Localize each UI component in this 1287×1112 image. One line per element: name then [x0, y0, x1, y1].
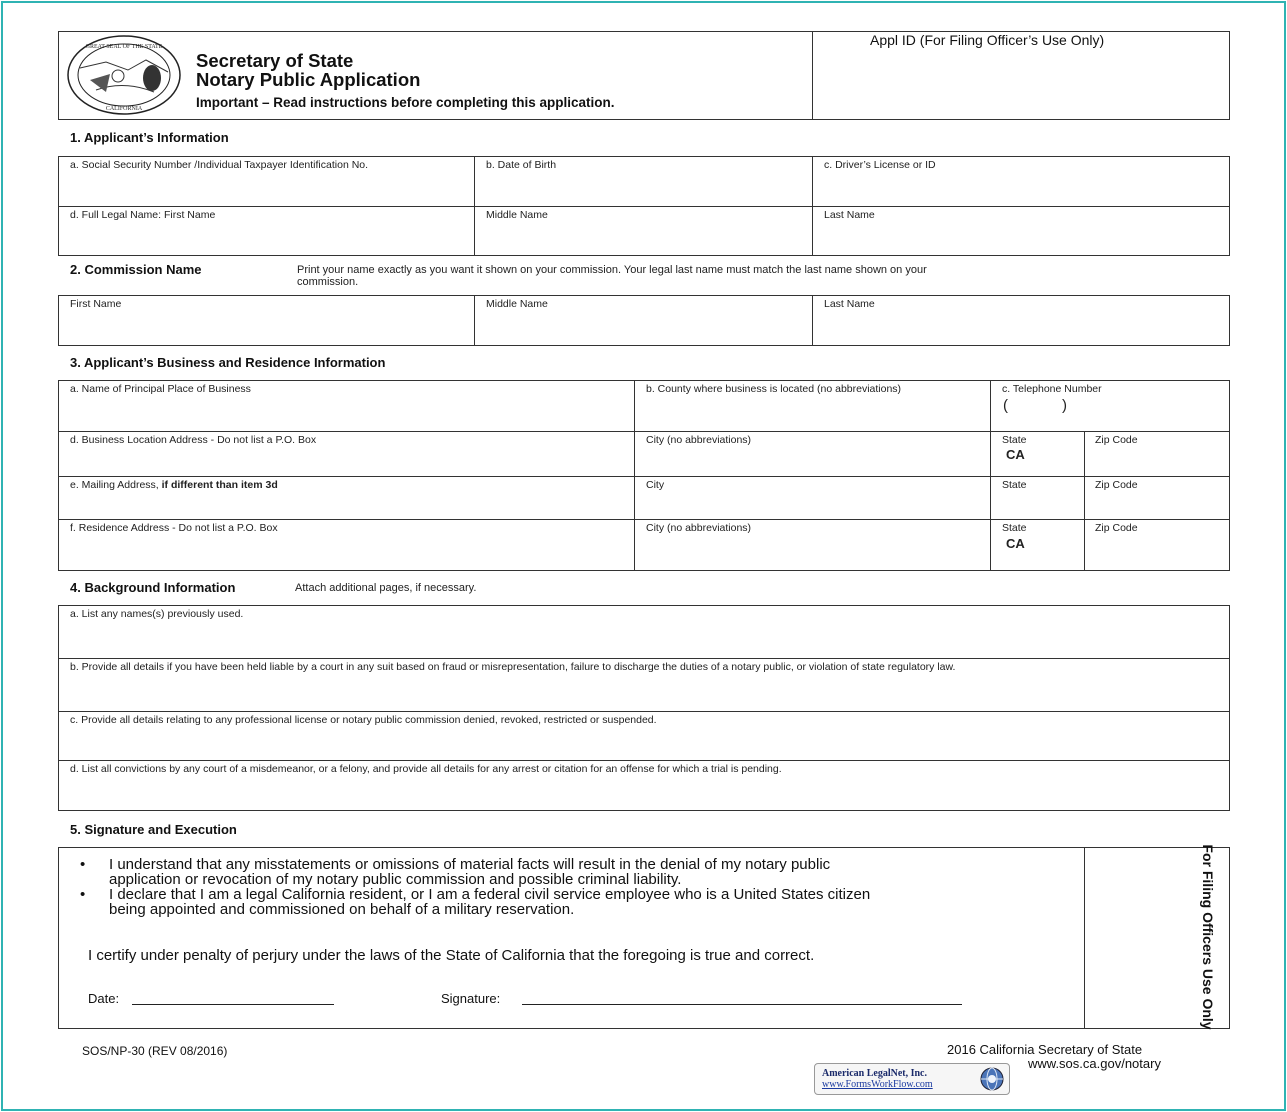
section-5-heading: 5. Signature and Execution [70, 822, 237, 837]
globe-icon [979, 1066, 1005, 1092]
statement-2-line1: I declare that I am a legal California resident, or I am a federal civil service employee who is a United States citizen [109, 886, 871, 903]
ssn-label: a. Social Security Number /Individual Taxpayer Identification No. [70, 159, 369, 171]
commission-middle-name-field[interactable] [475, 296, 811, 345]
business-address-label: d. Business Location Address - Do not list a P.O. Box [70, 434, 317, 446]
header-important: Important – Read instructions before completing this application. [196, 95, 615, 110]
section-4-heading: 4. Background Information [70, 580, 236, 595]
legal-first-name-label: d. Full Legal Name: First Name [70, 209, 216, 221]
section-2-instructions-line1: Print your name exactly as you want it shown on your commission. Your legal last name must match the last name shown on your [297, 264, 927, 276]
mailing-city-field[interactable] [635, 477, 989, 518]
residence-city-label: City (no abbreviations) [646, 522, 752, 534]
residence-city-field[interactable] [635, 520, 989, 570]
dob-field[interactable] [475, 157, 811, 205]
business-state-value: CA [1006, 447, 1025, 462]
form-number: SOS/NP-30 (REV 08/2016) [82, 1044, 228, 1058]
section-2-heading: 2. Commission Name [70, 262, 202, 277]
residence-address-label: f. Residence Address - Do not list a P.O. Box [70, 522, 278, 534]
business-city-field[interactable] [635, 432, 989, 475]
statement-2-line2: being appointed and commissioned on behalf of a military reservation. [109, 901, 575, 918]
license-denied-label: c. Provide all details relating to any professional license or notary public commission denied, revoked, restricted or suspended. [70, 714, 657, 726]
previous-names-label: a. List any names(s) previously used. [70, 608, 244, 620]
area-code-close: ) [1062, 397, 1067, 414]
website-link[interactable]: www.sos.ca.gov/notary [1028, 1056, 1161, 1071]
legalnet-url: www.FormsWorkFlow.com [822, 1079, 933, 1090]
legal-last-name-field[interactable] [813, 207, 1229, 255]
business-state-field[interactable] [991, 432, 1083, 475]
bullet-icon: • [80, 886, 86, 903]
business-zip-field[interactable] [1085, 432, 1229, 475]
legal-middle-name-field[interactable] [475, 207, 811, 255]
telephone-field[interactable] [991, 381, 1229, 430]
mailing-city-label: City [646, 479, 665, 491]
business-name-label: a. Name of Principal Place of Business [70, 383, 251, 395]
dob-label: b. Date of Birth [486, 159, 557, 171]
statement-1-line2: application or revocation of my notary public commission and possible criminal liability. [109, 871, 682, 888]
filing-officer-vertical-label: For Filing Officers Use Only [1200, 844, 1216, 1030]
legal-last-name-label: Last Name [824, 209, 875, 221]
business-zip-label: Zip Code [1095, 434, 1138, 446]
business-city-label: City (no abbreviations) [646, 434, 752, 446]
residence-state-label: State [1002, 522, 1027, 534]
copyright-text: 2016 California Secretary of State [947, 1042, 1143, 1057]
mailing-zip-field[interactable] [1085, 477, 1229, 518]
residence-zip-field[interactable] [1085, 520, 1229, 570]
business-state-label: State [1002, 434, 1027, 446]
section-4-note: Attach additional pages, if necessary. [295, 582, 477, 594]
residence-state-value: CA [1006, 536, 1025, 551]
date-input-line[interactable] [132, 1004, 334, 1005]
drivers-license-label: c. Driver’s License or ID [824, 159, 936, 171]
commission-first-name-label: First Name [70, 298, 122, 310]
section-1-heading: 1. Applicant’s Information [70, 130, 229, 145]
previous-names-field[interactable] [59, 606, 1229, 657]
convictions-field[interactable] [59, 761, 1229, 810]
residence-state-field[interactable] [991, 520, 1083, 570]
mailing-address-label [70, 479, 278, 491]
header-title-2: Notary Public Application [196, 69, 421, 90]
mailing-address-field[interactable] [59, 477, 633, 518]
legalnet-name: American LegalNet, Inc. [822, 1068, 927, 1079]
commission-last-name-label: Last Name [824, 298, 875, 310]
section-3-heading: 3. Applicant’s Business and Residence Information [70, 355, 386, 370]
date-label: Date: [88, 991, 120, 1006]
commission-first-name-field[interactable] [59, 296, 473, 345]
bullet-icon: • [80, 856, 86, 873]
signature-input-line[interactable] [522, 1004, 962, 1005]
divider [1084, 847, 1085, 1029]
county-label: b. County where business is located (no abbreviations) [646, 383, 902, 395]
svg-text:CALIFORNIA: CALIFORNIA [105, 106, 143, 112]
license-denied-field[interactable] [59, 712, 1229, 759]
residence-address-field[interactable] [59, 520, 633, 570]
residence-zip-label: Zip Code [1095, 522, 1138, 534]
mailing-address-label-text: e. Mailing Address, [70, 479, 162, 491]
area-code-open: ( [1003, 397, 1008, 414]
business-name-field[interactable] [59, 381, 633, 430]
court-liability-field[interactable] [59, 659, 1229, 710]
mailing-state-label: State [1002, 479, 1027, 491]
legal-first-name-field[interactable] [59, 207, 473, 255]
header-divider [812, 31, 813, 120]
certification-statement: I certify under penalty of perjury under the laws of the State of California that the foregoing is true and correct. [88, 947, 815, 964]
mailing-state-field[interactable] [991, 477, 1083, 518]
convictions-label: d. List all convictions by any court of a misdemeanor, or a felony, and provide all details for any arrest or citation for an offense for which a trial is pending. [70, 763, 782, 775]
business-address-field[interactable] [59, 432, 633, 475]
commission-last-name-field[interactable] [813, 296, 1229, 345]
telephone-label: c. Telephone Number [1002, 383, 1102, 395]
mailing-address-label-emphasis: if different than item 3d [161, 479, 278, 491]
appl-id-label: Appl ID (For Filing Officer’s Use Only) [870, 32, 1105, 48]
mailing-zip-label: Zip Code [1095, 479, 1138, 491]
california-state-seal-icon [66, 34, 182, 116]
svg-text:GREAT SEAL OF THE STATE: GREAT SEAL OF THE STATE [85, 44, 163, 50]
legalnet-badge[interactable] [814, 1063, 1010, 1095]
court-liability-label: b. Provide all details if you have been held liable by a court in any suit based on fraud or misrepresentation, failure to discharge the duties of a notary public, or violation of state regulatory law. [70, 661, 956, 673]
signature-label: Signature: [441, 991, 501, 1006]
statement-1-line1: I understand that any misstatements or omissions of material facts will result in the denial of my notary public [109, 856, 831, 873]
ssn-field[interactable] [59, 157, 473, 205]
commission-middle-name-label: Middle Name [486, 298, 548, 310]
county-field[interactable] [635, 381, 989, 430]
header-title-1: Secretary of State [196, 50, 354, 71]
drivers-license-field[interactable] [813, 157, 1229, 205]
legal-middle-name-label: Middle Name [486, 209, 548, 221]
section-2-instructions-line2: commission. [297, 276, 359, 288]
